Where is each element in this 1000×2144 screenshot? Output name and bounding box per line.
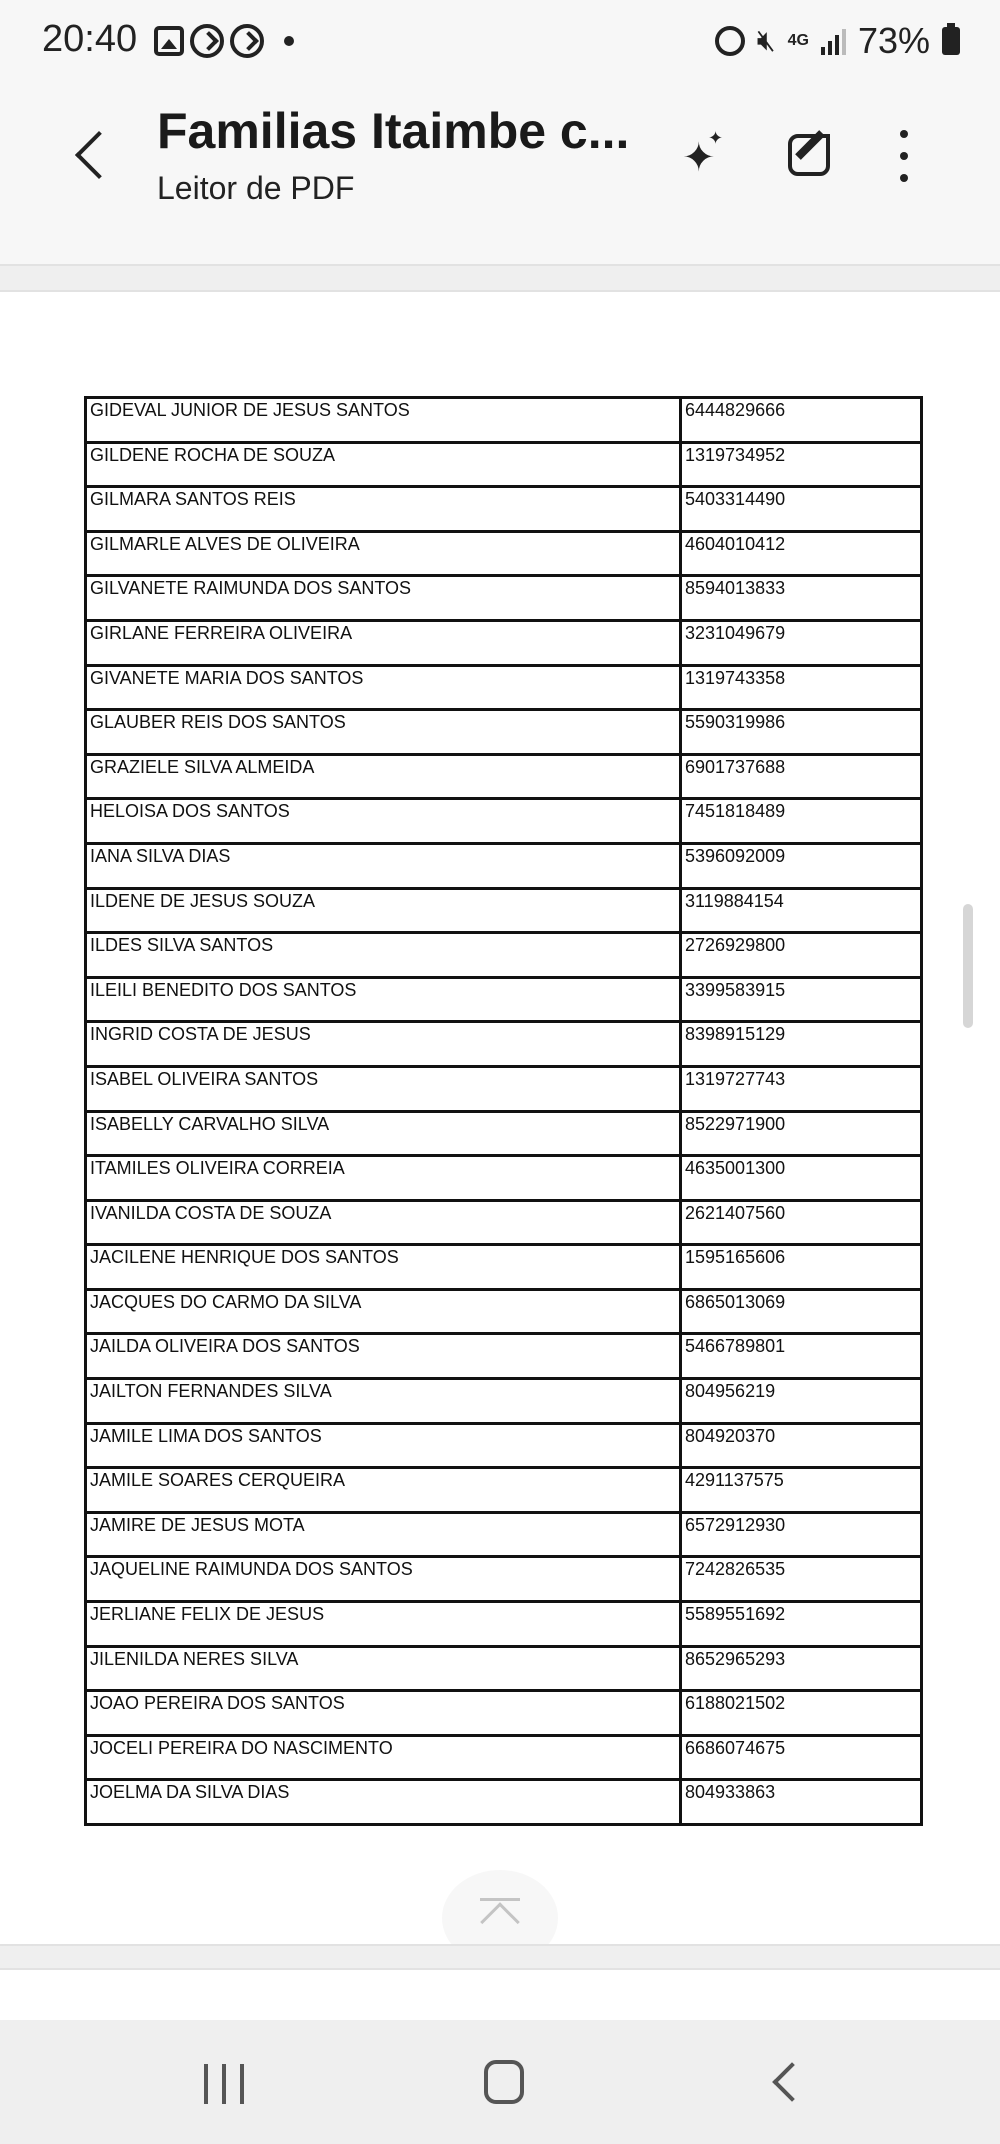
cell-name: GLAUBER REIS DOS SANTOS [86, 710, 681, 755]
table-row [86, 1111, 922, 1156]
battery-percent: 73% [857, 20, 930, 61]
cell-number: 6901737688 [681, 754, 922, 799]
sparkle-icon[interactable]: ✦ ✦ [682, 128, 724, 180]
cell-number: 1319727743 [681, 1066, 922, 1111]
cell-number: 804920370 [681, 1423, 922, 1468]
cell-name: JACQUES DO CARMO DA SILVA [86, 1289, 681, 1334]
table-row [86, 888, 922, 933]
cell-name: ILDES SILVA SANTOS [86, 933, 681, 978]
circle-arrow-icon [230, 24, 264, 58]
table-row [86, 933, 922, 978]
cell-name: ISABEL OLIVEIRA SANTOS [86, 1066, 681, 1111]
table-row [86, 620, 922, 665]
table-row [86, 487, 922, 532]
cell-number: 5396092009 [681, 843, 922, 888]
table-row [86, 1602, 922, 1647]
cell-name: GILDENE ROCHA DE SOUZA [86, 442, 681, 487]
back-icon[interactable] [68, 124, 118, 184]
cell-number: 1595165606 [681, 1245, 922, 1290]
recent-apps-icon[interactable] [204, 2064, 244, 2104]
table-row [86, 1200, 922, 1245]
cell-number: 8398915129 [681, 1022, 922, 1067]
cell-number: 8522971900 [681, 1111, 922, 1156]
table-row [86, 665, 922, 710]
table-row [86, 1557, 922, 1602]
table-row [86, 1780, 922, 1825]
nav-back-icon[interactable] [772, 2062, 812, 2102]
more-vert-icon[interactable] [884, 128, 924, 184]
cell-number: 4635001300 [681, 1156, 922, 1201]
table-row [86, 843, 922, 888]
table-row [86, 442, 922, 487]
dot-icon [284, 36, 294, 46]
table-row [86, 1691, 922, 1736]
gallery-icon [154, 26, 184, 56]
cell-name: ILDENE DE JESUS SOUZA [86, 888, 681, 933]
cell-name: GIVANETE MARIA DOS SANTOS [86, 665, 681, 710]
cell-number: 6686074675 [681, 1735, 922, 1780]
table-row [86, 1245, 922, 1290]
table-row [86, 1334, 922, 1379]
cell-number: 2726929800 [681, 933, 922, 978]
status-bar [0, 0, 1000, 88]
cell-name: JAILTON FERNANDES SILVA [86, 1379, 681, 1424]
cell-number: 6865013069 [681, 1289, 922, 1334]
cell-number: 7451818489 [681, 799, 922, 844]
table-row [86, 1512, 922, 1557]
cell-number: 5466789801 [681, 1334, 922, 1379]
cell-name: INGRID COSTA DE JESUS [86, 1022, 681, 1067]
table-row [86, 710, 922, 755]
cell-name: ISABELLY CARVALHO SILVA [86, 1111, 681, 1156]
table-row [86, 754, 922, 799]
table-row [86, 1022, 922, 1067]
cell-number: 6444829666 [681, 398, 922, 443]
battery-icon [942, 27, 960, 55]
table-row [86, 1066, 922, 1111]
cell-name: HELOISA DOS SANTOS [86, 799, 681, 844]
cell-number: 804956219 [681, 1379, 922, 1424]
families-table [84, 396, 923, 1826]
cell-number: 3231049679 [681, 620, 922, 665]
table-row [86, 799, 922, 844]
signal-icon [821, 27, 846, 55]
cell-name: JAQUELINE RAIMUNDA DOS SANTOS [86, 1557, 681, 1602]
cell-name: JAILDA OLIVEIRA DOS SANTOS [86, 1334, 681, 1379]
4g-icon: 4G [787, 32, 809, 49]
cell-name: IANA SILVA DIAS [86, 843, 681, 888]
cell-name: JOELMA DA SILVA DIAS [86, 1780, 681, 1825]
alarm-icon [715, 26, 745, 56]
cell-number: 8652965293 [681, 1646, 922, 1691]
app-subtitle: Leitor de PDF [157, 170, 355, 206]
table-body [86, 398, 922, 1825]
cell-number: 804933863 [681, 1780, 922, 1825]
cell-name: JOAO PEREIRA DOS SANTOS [86, 1691, 681, 1736]
table-row [86, 1735, 922, 1780]
cell-number: 5590319986 [681, 710, 922, 755]
page-separator [0, 264, 1000, 292]
status-time: 20:40 [42, 18, 138, 60]
home-icon[interactable] [484, 2060, 524, 2104]
page-separator [0, 1944, 1000, 1970]
cell-number: 1319743358 [681, 665, 922, 710]
app-bar [0, 88, 1000, 236]
cell-name: JILENILDA NERES SILVA [86, 1646, 681, 1691]
cell-number: 6188021502 [681, 1691, 922, 1736]
cell-name: JERLIANE FELIX DE JESUS [86, 1602, 681, 1647]
cell-name: JAMILE SOARES CERQUEIRA [86, 1468, 681, 1513]
table-row [86, 1468, 922, 1513]
cell-number: 6572912930 [681, 1512, 922, 1557]
cell-number: 3399583915 [681, 977, 922, 1022]
table-row [86, 977, 922, 1022]
cell-number: 3119884154 [681, 888, 922, 933]
table-row [86, 531, 922, 576]
table-row [86, 398, 922, 443]
cell-name: ILEILI BENEDITO DOS SANTOS [86, 977, 681, 1022]
cell-number: 8594013833 [681, 576, 922, 621]
cell-name: GRAZIELE SILVA ALMEIDA [86, 754, 681, 799]
cell-name: ITAMILES OLIVEIRA CORREIA [86, 1156, 681, 1201]
table-row [86, 576, 922, 621]
edit-icon[interactable] [784, 126, 838, 180]
cell-number: 4604010412 [681, 531, 922, 576]
cell-name: GIDEVAL JUNIOR DE JESUS SANTOS [86, 398, 681, 443]
document-title: Familias Itaimbe c... [157, 103, 630, 159]
cell-name: JOCELI PEREIRA DO NASCIMENTO [86, 1735, 681, 1780]
cell-number: 1319734952 [681, 442, 922, 487]
navigation-bar [0, 2020, 1000, 2144]
cell-name: GILMARA SANTOS REIS [86, 487, 681, 532]
next-pdf-page [0, 1970, 1000, 2020]
cell-name: GIRLANE FERREIRA OLIVEIRA [86, 620, 681, 665]
table-row [86, 1289, 922, 1334]
system-icons [715, 20, 960, 62]
cell-name: JACILENE HENRIQUE DOS SANTOS [86, 1245, 681, 1290]
table-row [86, 1156, 922, 1201]
table-row [86, 1379, 922, 1424]
cell-number: 5589551692 [681, 1602, 922, 1647]
cell-number: 5403314490 [681, 487, 922, 532]
table-row [86, 1646, 922, 1691]
cell-number: 4291137575 [681, 1468, 922, 1513]
notification-icons [154, 24, 294, 58]
mute-icon: 🔇︎ [756, 24, 776, 57]
cell-number: 7242826535 [681, 1557, 922, 1602]
cell-name: JAMILE LIMA DOS SANTOS [86, 1423, 681, 1468]
cell-number: 2621407560 [681, 1200, 922, 1245]
cell-name: JAMIRE DE JESUS MOTA [86, 1512, 681, 1557]
table-row [86, 1423, 922, 1468]
cell-name: IVANILDA COSTA DE SOUZA [86, 1200, 681, 1245]
cell-name: GILMARLE ALVES DE OLIVEIRA [86, 531, 681, 576]
scrollbar-thumb[interactable] [963, 904, 973, 1028]
cell-name: GILVANETE RAIMUNDA DOS SANTOS [86, 576, 681, 621]
circle-arrow-icon [190, 24, 224, 58]
